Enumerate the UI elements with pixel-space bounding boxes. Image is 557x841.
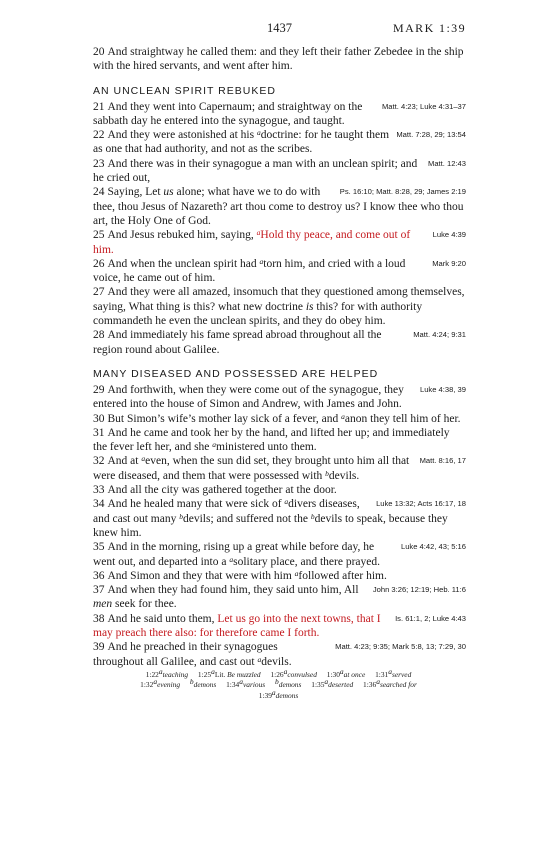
footnote-letter: a bbox=[283, 667, 288, 676]
verse-number: 30 bbox=[93, 412, 105, 425]
verse-text: And he said unto them, bbox=[107, 612, 218, 625]
footnote-letter: a bbox=[153, 677, 158, 687]
verse-number: 26 bbox=[93, 257, 105, 270]
footnote-marker: a bbox=[229, 554, 234, 564]
footnote-text: at once bbox=[343, 670, 366, 679]
footnote-letter: b bbox=[275, 677, 279, 687]
footnote-letter: a bbox=[388, 667, 392, 676]
verse-text: And there was in their synagogue a man with an unclean spirit; and he cried out, bbox=[93, 157, 418, 185]
verse-text: devils. bbox=[328, 469, 360, 482]
verse-text: torn him, and cried with a loud voice, he came out of him. bbox=[93, 257, 406, 285]
verse-text: And they went into Capernaum; and straightway on the sabbath day he entered into the synagogue, and taught. bbox=[93, 100, 363, 127]
verse-text: ministered unto them. bbox=[216, 441, 317, 454]
verse-text: solitary place, and there prayed. bbox=[233, 555, 381, 568]
footnote-letter: a bbox=[239, 677, 243, 687]
footnote-text: evening bbox=[157, 680, 181, 690]
footnote-marker: b bbox=[310, 511, 315, 521]
footnote-entry bbox=[140, 677, 181, 690]
footnote-text: various bbox=[243, 680, 266, 690]
cross-reference: Ps. 16:10; Matt. 8:28, 29; James 2:19 bbox=[339, 187, 466, 197]
footnote-text: served bbox=[391, 670, 412, 679]
cross-reference: Is. 61:1, 2; Luke 4:43 bbox=[395, 613, 466, 623]
footnote-ref: 1:39 bbox=[258, 690, 272, 700]
verse bbox=[93, 157, 466, 186]
verse-text: doctrine: for he taught them as one that had authority, and not as the scribes. bbox=[93, 129, 390, 156]
footnote-text: Lit. bbox=[214, 670, 228, 679]
verse bbox=[93, 483, 466, 497]
footnote-ref: 1:25 bbox=[197, 670, 212, 679]
verse bbox=[93, 612, 466, 641]
footnote-marker: a bbox=[141, 454, 146, 464]
footnote-letter: a bbox=[339, 667, 344, 676]
verse-number: 23 bbox=[93, 157, 105, 170]
verse-text: men bbox=[93, 598, 113, 611]
footnote-entry bbox=[189, 677, 217, 690]
footnote-entry bbox=[326, 667, 366, 679]
page-number: 1437 bbox=[267, 21, 292, 35]
verse-text: And they were astonished at his bbox=[107, 129, 257, 142]
verse-text: And he preached in their synagogues throughout all Galilee, and cast out bbox=[93, 641, 278, 668]
footnote-marker: a bbox=[256, 228, 261, 238]
section-heading: AN UNCLEAN SPIRIT REBUKED bbox=[93, 84, 276, 97]
verse bbox=[93, 540, 466, 569]
verse-text: And Jesus rebuked him, saying, bbox=[107, 229, 257, 242]
verse-text: And they were all amazed, insomuch that they questioned among themselves, saying, What thing is this? what new doctrine bbox=[93, 286, 465, 313]
verse-number: 20 bbox=[93, 46, 105, 58]
footnote-text: demons bbox=[278, 680, 302, 690]
verse-number: 21 bbox=[93, 100, 105, 113]
footnote-entry bbox=[363, 677, 417, 690]
verse-text: And straightway he called them: and they left their father Zebedee in the ship with the hired servants, and went after him. bbox=[93, 46, 464, 73]
footnote-ref: 1:30 bbox=[326, 670, 340, 679]
verse-text: devils; and suffered not the bbox=[182, 512, 311, 525]
verse bbox=[93, 45, 466, 74]
verse-number: 36 bbox=[93, 569, 105, 582]
footnote-text: demons bbox=[275, 690, 299, 700]
verse-number: 22 bbox=[93, 129, 105, 142]
verse-text: And Simon and they that were with him bbox=[107, 569, 295, 582]
verse bbox=[93, 569, 466, 583]
page-header bbox=[93, 21, 466, 39]
verse-number: 37 bbox=[93, 584, 105, 597]
footnote-ref: 1:22 bbox=[145, 670, 159, 679]
footnote-text: teaching bbox=[162, 670, 189, 679]
verse-text: And he came and took her by the hand, and lifted her up; and immediately the fever left her, and she bbox=[93, 426, 450, 454]
verse-text: And in the morning, rising up a great while before day, he went out, and departed into a bbox=[93, 541, 375, 568]
footnotes bbox=[120, 667, 437, 701]
cross-reference: Luke 4:39 bbox=[432, 230, 466, 240]
verse bbox=[93, 185, 466, 228]
verse bbox=[93, 497, 466, 540]
verse-text: anon they tell him of her. bbox=[344, 412, 461, 425]
cross-reference: Matt. 4:24; 9:31 bbox=[413, 330, 466, 340]
verse bbox=[93, 328, 466, 357]
cross-reference: Matt. 7:28, 29; 13:54 bbox=[396, 130, 466, 140]
verse-text: devils. bbox=[261, 655, 292, 668]
footnote-marker: a bbox=[256, 128, 261, 138]
section-heading: MANY DISEASED AND POSSESSED ARE HELPED bbox=[93, 367, 379, 380]
footnote-marker: a bbox=[212, 440, 217, 450]
verse bbox=[93, 640, 466, 669]
footnote-ref: 1:35 bbox=[311, 680, 325, 690]
words-of-christ: Let us go into the next towns, that I may preach there also: for therefore came I forth. bbox=[93, 612, 381, 639]
footnote-entry bbox=[275, 677, 302, 690]
footnote-marker: a bbox=[259, 256, 264, 266]
footnote-text: searched for bbox=[379, 680, 417, 690]
footnote-marker: a bbox=[257, 654, 262, 664]
footnote-entry bbox=[226, 677, 266, 690]
verse-text: this? for with authority commandeth he even the unclean spirits, and they do obey him. bbox=[93, 300, 423, 328]
verse-text: And all the city was gathered together at the door. bbox=[107, 484, 337, 497]
footnote-marker: a bbox=[341, 411, 345, 421]
footnote-text: deserted bbox=[328, 680, 354, 690]
verse-number: 35 bbox=[93, 541, 105, 554]
verse-text: even, when the sun did set, they brought unto him all that were diseased, and them that were possessed with bbox=[93, 455, 410, 482]
footnote-text: demons bbox=[193, 680, 217, 690]
verse-text: devils to speak, because they knew him. bbox=[93, 512, 448, 539]
cross-reference: Luke 13:32; Acts 16:17, 18 bbox=[376, 499, 466, 509]
cross-reference: Luke 4:42, 43; 5:16 bbox=[400, 542, 466, 552]
verse bbox=[93, 383, 466, 412]
footnote-letter: a bbox=[376, 677, 380, 687]
footnote-text: convulsed bbox=[287, 670, 317, 679]
footnote-ref: 1:26 bbox=[270, 670, 284, 679]
verse-text: divers diseases, and cast out many bbox=[93, 498, 360, 525]
cross-reference: Mark 9:20 bbox=[432, 258, 466, 268]
footnote-entry bbox=[258, 687, 299, 700]
verse-text: followed after him. bbox=[298, 569, 387, 582]
cross-reference: Luke 4:38, 39 bbox=[419, 384, 466, 394]
words-of-christ: Hold thy peace, and come out of him. bbox=[93, 229, 411, 256]
footnote-entry bbox=[311, 677, 354, 690]
verse-text: But Simon’s wife’s mother lay sick of a fever, and bbox=[107, 412, 342, 425]
footnote-letter: b bbox=[189, 677, 194, 687]
verse-text: And forthwith, when they were come out of the synagogue, they entered into the house of Simon and Andrew, with James and John. bbox=[93, 383, 404, 411]
footnote-marker: b bbox=[179, 511, 183, 521]
verse-number: 29 bbox=[93, 383, 105, 396]
verse bbox=[93, 228, 466, 257]
footnote-ref: 1:36 bbox=[363, 680, 377, 690]
verse-text: And when they had found him, they said unto him, All bbox=[107, 584, 359, 597]
footnote-letter: a bbox=[324, 677, 329, 687]
running-head: MARK 1:39 bbox=[393, 21, 466, 35]
verse-text: And at bbox=[107, 455, 142, 468]
footnote-entry bbox=[375, 667, 412, 679]
verse-text: Saying, Let bbox=[107, 186, 164, 199]
footnote-text: Be muzzled bbox=[227, 670, 261, 679]
footnote-entry bbox=[197, 667, 261, 679]
cross-reference: Matt. 8:16, 17 bbox=[419, 456, 466, 466]
verse-text: And when the unclean spirit had bbox=[107, 257, 260, 270]
verse-number: 28 bbox=[93, 329, 105, 342]
verse bbox=[93, 257, 466, 286]
verse-number: 33 bbox=[93, 484, 105, 497]
cross-reference: Matt. 4:23; 9:35; Mark 5:8, 13; 7:29, 30 bbox=[335, 642, 466, 652]
verse-number: 27 bbox=[93, 286, 105, 299]
verse-text: alone; what have we to do with thee, thou Jesus of Nazareth? art thou come to destroy us? I know thee who thou art, the Holy One of God. bbox=[93, 186, 464, 227]
footnote-letter: a bbox=[211, 667, 215, 676]
verse-text: is bbox=[305, 300, 314, 313]
verse bbox=[93, 454, 466, 483]
verse-number: 38 bbox=[93, 612, 105, 625]
footnote-marker: b bbox=[325, 468, 329, 478]
scripture-text bbox=[93, 45, 466, 669]
verse bbox=[93, 100, 466, 129]
verse-number: 31 bbox=[93, 426, 105, 439]
verse-number: 34 bbox=[93, 498, 105, 511]
verse-number: 32 bbox=[93, 455, 105, 468]
footnote-letter: a bbox=[271, 687, 276, 697]
cross-reference: Matt. 4:23; Luke 4:31–37 bbox=[381, 101, 466, 111]
footnote-ref: 1:31 bbox=[375, 670, 389, 679]
footnote-letter: a bbox=[158, 667, 163, 676]
verse bbox=[93, 426, 466, 455]
verse bbox=[93, 285, 466, 328]
footnote-ref: 1:34 bbox=[226, 680, 240, 690]
footnote-marker: a bbox=[284, 497, 289, 507]
verse-text: And immediately his fame spread abroad throughout all the region round about Galilee. bbox=[93, 329, 382, 356]
cross-reference: John 3:26; 12:19; Heb. 11:6 bbox=[372, 585, 466, 595]
verse-text: And he healed many that were sick of bbox=[107, 498, 285, 511]
verse bbox=[93, 412, 466, 426]
footnote-marker: a bbox=[294, 568, 299, 578]
verse-number: 25 bbox=[93, 229, 105, 242]
verse-number: 39 bbox=[93, 641, 105, 654]
footnote-ref: 1:32 bbox=[140, 680, 154, 690]
verse-text: seek for thee. bbox=[112, 598, 177, 611]
verse bbox=[93, 128, 466, 157]
verse-number: 24 bbox=[93, 186, 105, 199]
verse-text: us bbox=[163, 186, 174, 199]
cross-reference: Matt. 12:43 bbox=[428, 158, 466, 168]
verse bbox=[93, 583, 466, 612]
